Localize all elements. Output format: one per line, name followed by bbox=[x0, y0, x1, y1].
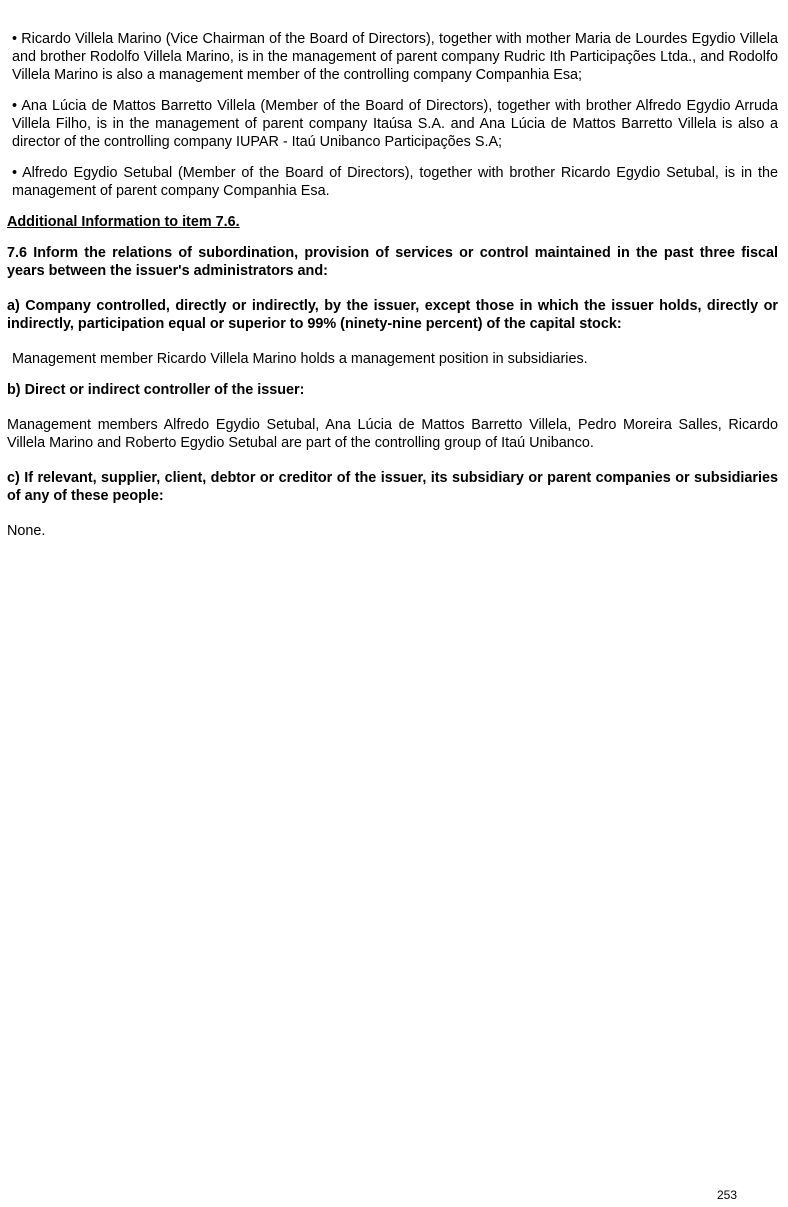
item-a-heading: a) Company controlled, directly or indirectly, by the issuer, except those in which the issuer holds, directly or indirectly, participation equal or superior to 99% (ninety-nine percent) of the capital stock: bbox=[7, 298, 778, 332]
bullet-ricardo-villela-marino: • Ricardo Villela Marino (Vice Chairman of the Board of Directors), together with mother Maria de Lourdes Egydio Villela and brother Rodolfo Villela Marino, is in the management of parent company Rudric Ith Participações Ltda., and Rodolfo Villela Marino is also a management member of the controlling company Companhia Esa; bbox=[12, 31, 778, 83]
item-c-text: None. bbox=[7, 523, 46, 539]
bullet-alfredo-egydio-setubal: • Alfredo Egydio Setubal (Member of the Board of Directors), together with brother Ricardo Egydio Setubal, is in the management of parent company Companhia Esa. bbox=[12, 165, 778, 199]
item-c-heading: c) If relevant, supplier, client, debtor or creditor of the issuer, its subsidiary or parent companies or subsidiaries of any of these people: bbox=[7, 470, 778, 504]
page-number: 253 bbox=[717, 1188, 738, 1202]
item-b-heading: b) Direct or indirect controller of the issuer: bbox=[7, 382, 305, 398]
item-b-text: Management members Alfredo Egydio Setubal, Ana Lúcia de Mattos Barretto Villela, Pedro Moreira Salles, Ricardo Villela Marino and Roberto Egydio Setubal are part of the controlling group of Itaú Unibanco. bbox=[7, 417, 778, 451]
bullet-ana-lucia-villela: • Ana Lúcia de Mattos Barretto Villela (Member of the Board of Directors), together with brother Alfredo Egydio Arruda Villela Filho, is in the management of parent company Itaúsa S.A. and Ana Lúcia de Mattos Barretto Villela is also a director of the controlling company IUPAR - Itaú Unibanco Participações S.A; bbox=[12, 98, 778, 150]
item-a-text: Management member Ricardo Villela Marino holds a management position in subsidiaries. bbox=[12, 351, 588, 367]
section-7-6-heading: 7.6 Inform the relations of subordination, provision of services or control maintained in the past three fiscal years between the issuer's administrators and: bbox=[7, 245, 778, 279]
document-page bbox=[7, 30, 778, 540]
additional-info-heading: Additional Information to item 7.6. bbox=[7, 214, 240, 230]
